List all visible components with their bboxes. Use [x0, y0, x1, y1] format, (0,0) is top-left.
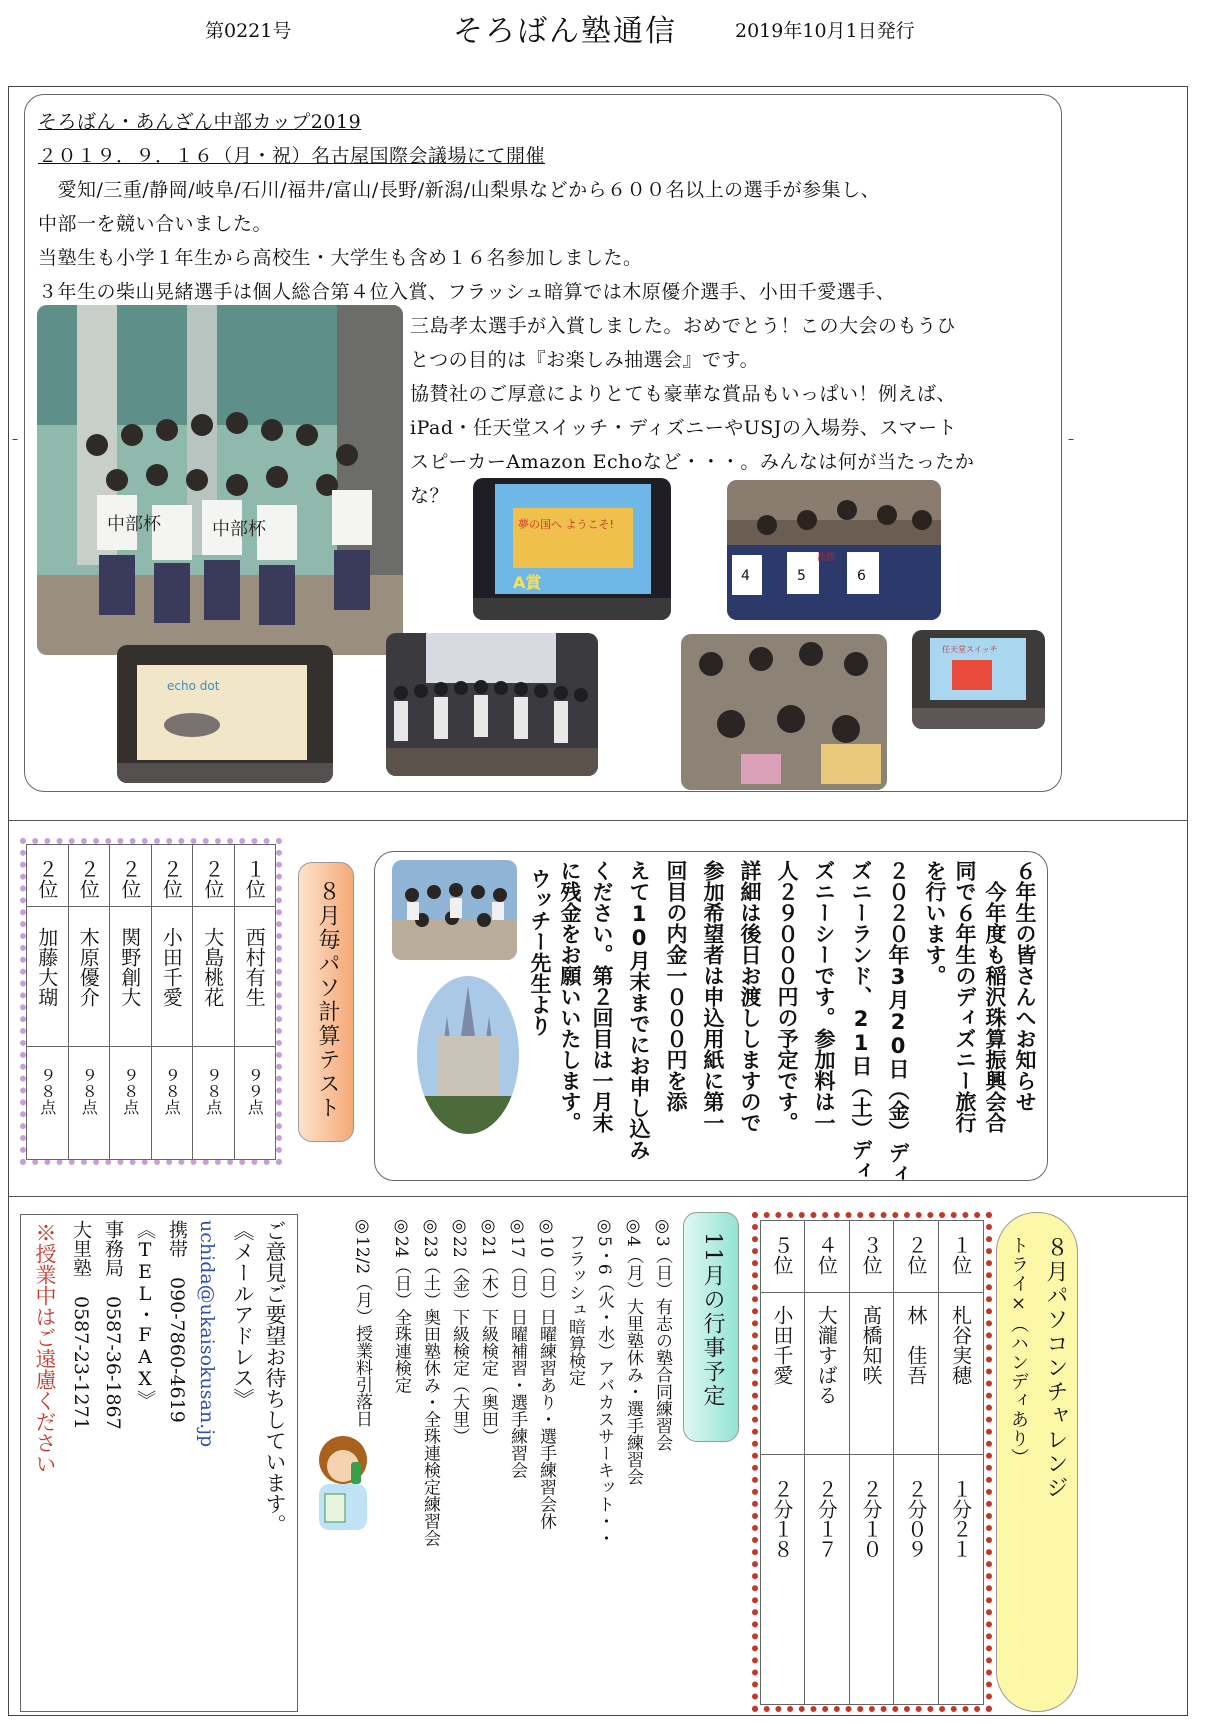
challenge-name-2: 林 佳吾	[903, 1305, 928, 1385]
echo-text: echo dot	[167, 679, 220, 693]
test-score-6: ９８点	[37, 1067, 57, 1115]
challenge-name-5: 小田千愛	[769, 1305, 794, 1385]
cup-side-4: iPad・任天堂スイッチ・ディズニーやUSJの入場券、スマート	[410, 417, 957, 439]
monthly-test-label: ８月毎パソ計算テスト	[315, 880, 340, 1120]
schedule-item-10: ◎24（日）全珠連検定	[391, 1216, 411, 1394]
test-rank-2: ２位	[200, 859, 225, 899]
test-name-3: 小田千愛	[159, 927, 184, 1007]
switch-slide-photo	[912, 630, 1045, 729]
schedule-label: 11月の行事予定	[700, 1232, 725, 1408]
schedule-item-9: ◎23（土）奥田塾休み・全珠連検定練習会	[420, 1216, 440, 1547]
test-score-2: ９８点	[203, 1067, 223, 1115]
slide-a-text: A賞	[513, 573, 542, 592]
disney-col-5: ２０２０年3月20日（金）ディ	[886, 860, 910, 1184]
disney-col-14: に残金をお願いいたします。	[558, 860, 582, 1133]
test-name-4: 関野創大	[117, 927, 142, 1007]
issue-number: 第0221号	[205, 20, 292, 42]
challenge-rank-3: ３位	[859, 1235, 884, 1275]
challenge-name-1: 札谷実穂	[948, 1305, 973, 1385]
teacher-phone-illustration	[305, 1432, 383, 1532]
svg-text:中部杯: 中部杯	[212, 519, 266, 540]
disney-col-4: を行います。	[923, 860, 947, 986]
lottery-slide-photo	[473, 478, 671, 620]
contact-col-2: 《メールアドレス》	[231, 1220, 255, 1409]
challenge-name-3: 髙橋知咲	[859, 1305, 884, 1385]
disney-col-11: 回目の内金一０００円を添	[664, 860, 688, 1112]
test-rank-1: １位	[242, 859, 267, 899]
disney-col-7: ズニーシーです。参加料は一	[812, 860, 836, 1133]
finals-desk-photo	[727, 480, 941, 620]
slide-yume-text: 夢の国へ ようこそ!	[518, 518, 614, 531]
schedule-item-11: ◎12/2（月）授業料引落日	[352, 1216, 372, 1428]
test-score-5: ９８点	[79, 1067, 99, 1115]
schedule-item-6: ◎17（日）日曜補習・選手練習会	[507, 1216, 527, 1479]
challenge-time-4: ２分１７	[814, 1479, 839, 1559]
issue-date: 2019年10月1日発行	[735, 20, 915, 42]
disney-col-15: ウッチー先生より	[528, 868, 552, 1036]
kessho-text: 決勝	[817, 553, 836, 563]
contact-notice: ※授業中はご遠慮ください	[33, 1222, 57, 1474]
challenge-time-5: ２分１８	[769, 1479, 794, 1559]
margin-mark-right: –	[1068, 432, 1074, 446]
test-name-6: 加藤大瑚	[34, 927, 59, 1007]
desk-num-4: 4	[741, 568, 750, 584]
stage-group-photo	[386, 633, 598, 776]
cup-body-1: 愛知/三重/静岡/岐阜/石川/福井/富山/長野/新潟/山梨県などから６００名以上の選手が参集し、	[38, 179, 881, 201]
schedule-item-1: ◎3（日）有志の塾合同練習会	[652, 1216, 672, 1451]
cup-body-4: ３年生の柴山晃緒選手は個人総合第４位入賞、フラッシュ暗算では木原優介選手、小田千愛選手、	[38, 281, 896, 303]
disney-group-photo	[392, 860, 517, 960]
challenge-time-1: １分２１	[948, 1479, 973, 1559]
cup-side-1: 三島孝太選手が入賞しました。おめでとう！この大会のもうひ	[410, 315, 957, 337]
contact-office: 事務局 0587-36-1867	[102, 1220, 124, 1430]
test-rank-6: ２位	[34, 859, 59, 899]
monthly-test-table	[26, 844, 276, 1160]
test-rank-3: ２位	[159, 859, 184, 899]
cup-side-2: とつの目的は『お楽しみ抽選会』です。	[410, 349, 760, 371]
test-name-5: 木原優介	[76, 927, 101, 1007]
contact-col-5: 《TEL・FAX》	[134, 1220, 156, 1409]
poster-text: 中部杯	[107, 514, 161, 535]
test-score-1: ９９点	[245, 1067, 265, 1115]
disney-col-12: えて10月末までにお申し込み	[627, 860, 651, 1160]
divider-bottom	[8, 1196, 1188, 1197]
challenge-rank-4: ４位	[814, 1235, 839, 1275]
challenge-sublabel: トライ×（ハンディあり）	[1008, 1236, 1029, 1467]
challenge-time-2: ２分０９	[903, 1479, 928, 1559]
cup-event-line: ２０１９．９．１６（月・祝）名古屋国際会議場にて開催	[38, 145, 546, 167]
disney-col-1: ６年生の皆さんへお知らせ	[1013, 860, 1037, 1112]
schedule-item-3: ◎5・6（火・水）アバカスサーキット・・	[594, 1216, 614, 1547]
test-score-3: ９８点	[162, 1067, 182, 1115]
divider-top	[8, 820, 1188, 821]
challenge-rank-5: ５位	[769, 1235, 794, 1275]
disney-col-10: 参加希望者は申込用紙に第一	[701, 860, 725, 1133]
test-name-1: 西村有生	[242, 927, 267, 1007]
castle-photo	[417, 976, 519, 1134]
disney-col-13: ください。第２回目は一月末	[590, 860, 614, 1133]
desk-num-5: 5	[797, 568, 806, 584]
test-rank-5: ２位	[76, 859, 101, 899]
disney-col-9: 詳細は後日お渡ししますので	[738, 860, 762, 1133]
crowd-photo	[681, 634, 887, 790]
schedule-item-4: フラッシュ暗算検定	[565, 1216, 585, 1386]
newsletter-title: そろばん塾通信	[453, 14, 677, 49]
cup-body-3: 当塾生も小学１年生から高校生・大学生も含め１６名参加しました。	[38, 247, 643, 269]
cup-title: そろばん・あんざん中部カップ2019	[38, 111, 362, 133]
desk-num-6: 6	[857, 568, 866, 584]
disney-col-2: 今年度も稲沢珠算振興会合	[983, 860, 1007, 1133]
margin-mark-left: –	[12, 432, 18, 446]
challenge-rank-2: ２位	[903, 1235, 928, 1275]
test-score-4: ９８点	[120, 1067, 140, 1115]
challenge-name-4: 大瀧すばる	[814, 1305, 839, 1405]
contact-col-1: ご意見ご要望お待ちしています。	[263, 1220, 287, 1535]
disney-col-3: 同で６年生のディズニー旅行	[953, 860, 977, 1133]
schedule-item-7: ◎21（木）下級検定（奥田）	[478, 1216, 498, 1445]
test-name-2: 大島桃花	[200, 927, 225, 1007]
cup-side-3: 協賛社のご厚意によりとても豪華な賞品もいっぱい！例えば、	[410, 383, 957, 405]
contact-email[interactable]: uchida@ukaisokusan.jp	[196, 1220, 218, 1448]
cup-side-6: な？	[410, 485, 450, 507]
schedule-item-8: ◎22（金）下級検定（大里）	[449, 1216, 469, 1445]
test-rank-4: ２位	[117, 859, 142, 899]
challenge-rank-1: １位	[948, 1235, 973, 1275]
cup-body-2: 中部一を競い合いました。	[38, 213, 273, 235]
disney-col-6: ズニーランド、21日（土）ディ	[849, 860, 873, 1181]
switch-text: 任天堂スイッチ	[942, 645, 998, 654]
challenge-time-3: ２分１０	[859, 1479, 884, 1559]
challenge-label: ８月パソコンチャレンジ	[1043, 1236, 1068, 1500]
challenge-table	[760, 1220, 984, 1705]
group-photo	[37, 305, 403, 655]
contact-mobile: 携帯 090-7860-4619	[166, 1220, 188, 1423]
disney-col-8: 人２９０００円の予定です。	[775, 860, 799, 1133]
contact-osato: 大里塾 0587-23-1271	[70, 1220, 92, 1430]
schedule-item-2: ◎4（月）大里塾休み・選手練習会	[623, 1216, 643, 1485]
cup-side-5: スピーカーAmazon Echoなど・・・。みんなは何が当たったか	[410, 451, 975, 473]
schedule-item-5: ◎10（日）日曜練習あり・選手練習会休	[536, 1216, 556, 1530]
echo-slide-photo	[117, 645, 333, 783]
